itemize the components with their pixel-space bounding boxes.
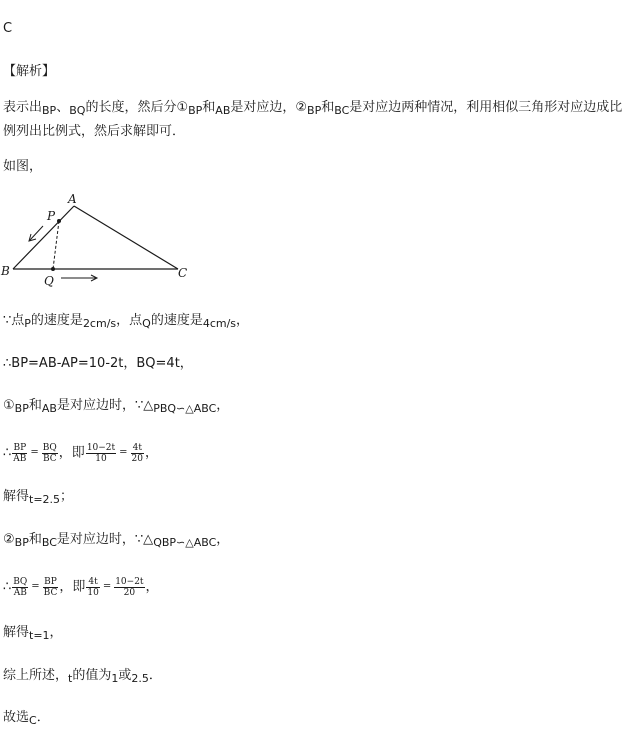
fraction: $\frac{4t}{10}$: [87, 576, 99, 598]
analysis-heading: 【解析】: [3, 64, 56, 79]
summary-line: 综上所述，$_t$的值为$_1$或$_{2.5}$．: [3, 668, 162, 685]
fraction: $\frac{4t}{20}$: [131, 442, 143, 464]
fraction: $\frac{10-2t}{10}$: [86, 442, 116, 464]
final-answer: 故选$_C$．: [3, 710, 50, 727]
label-p: P: [47, 209, 56, 223]
fraction: $\frac{BQ}{AB}$: [13, 576, 28, 598]
side-ac: [74, 206, 178, 269]
fraction: $\frac{BP}{AB}$: [13, 442, 27, 464]
label-b: B: [1, 264, 10, 278]
label-c: C: [178, 266, 188, 280]
case1-proportion: ∴ $\frac{BP}{AB}$ = $\frac{BQ}{BC}$ ，即 $\frac{10-2t}{10}$ = $\frac{4t}{20}$ ，: [3, 442, 159, 464]
label-a: A: [68, 192, 77, 206]
side-ab: [13, 206, 74, 269]
case2-result: 解得$_{t=1}$，: [3, 625, 63, 642]
case1-result: 解得$_{t=2.5}$；: [3, 489, 74, 506]
intro-paragraph: 表示出$_{BP}$、$_{BQ}$的长度，然后分$①_{BP}$和$_{AB}$是对应边，$②_{BP}$和$_{BC}$是对应边两种情况，利用相似三角形对应边成比例列出比例式，然后求解即可．: [3, 100, 623, 139]
answer-letter: C: [3, 21, 13, 36]
fraction: $\frac{BQ}{BC}$: [42, 442, 57, 464]
case2-proportion: ∴ $\frac{BQ}{AB}$ = $\frac{BP}{BC}$ ，即 $\frac{4t}{10}$ = $\frac{10-2t}{20}$ ，: [3, 576, 159, 598]
fraction: $\frac{BP}{BC}$: [43, 576, 58, 598]
segment-pq: [53, 221, 59, 269]
length-line: ∴BP=AB-AP=10-2t，BQ=4t，: [3, 356, 193, 371]
triangle-figure: [0, 188, 200, 288]
case2-condition: $②_{BP}$和$_{BC}$是对应边时，$\because\triangle_{QBP∽\triangle ABC}$，: [3, 532, 230, 549]
fraction: $\frac{10-2t}{20}$: [115, 576, 144, 598]
point-q-dot: [51, 267, 55, 271]
figure-intro: 如图，: [3, 159, 43, 174]
speed-line: ∵点$_P$的速度是$_{2cm/s}$，点$_Q$的速度是$_{4cm/s}$，: [3, 313, 250, 330]
case1-condition: $①_{BP}$和$_{AB}$是对应边时，$\because\triangle_{PBQ∽\triangle ABC}$，: [3, 398, 230, 415]
label-q: Q: [44, 274, 54, 288]
arrow-p-shaft: [30, 226, 43, 240]
point-p-dot: [57, 219, 61, 223]
